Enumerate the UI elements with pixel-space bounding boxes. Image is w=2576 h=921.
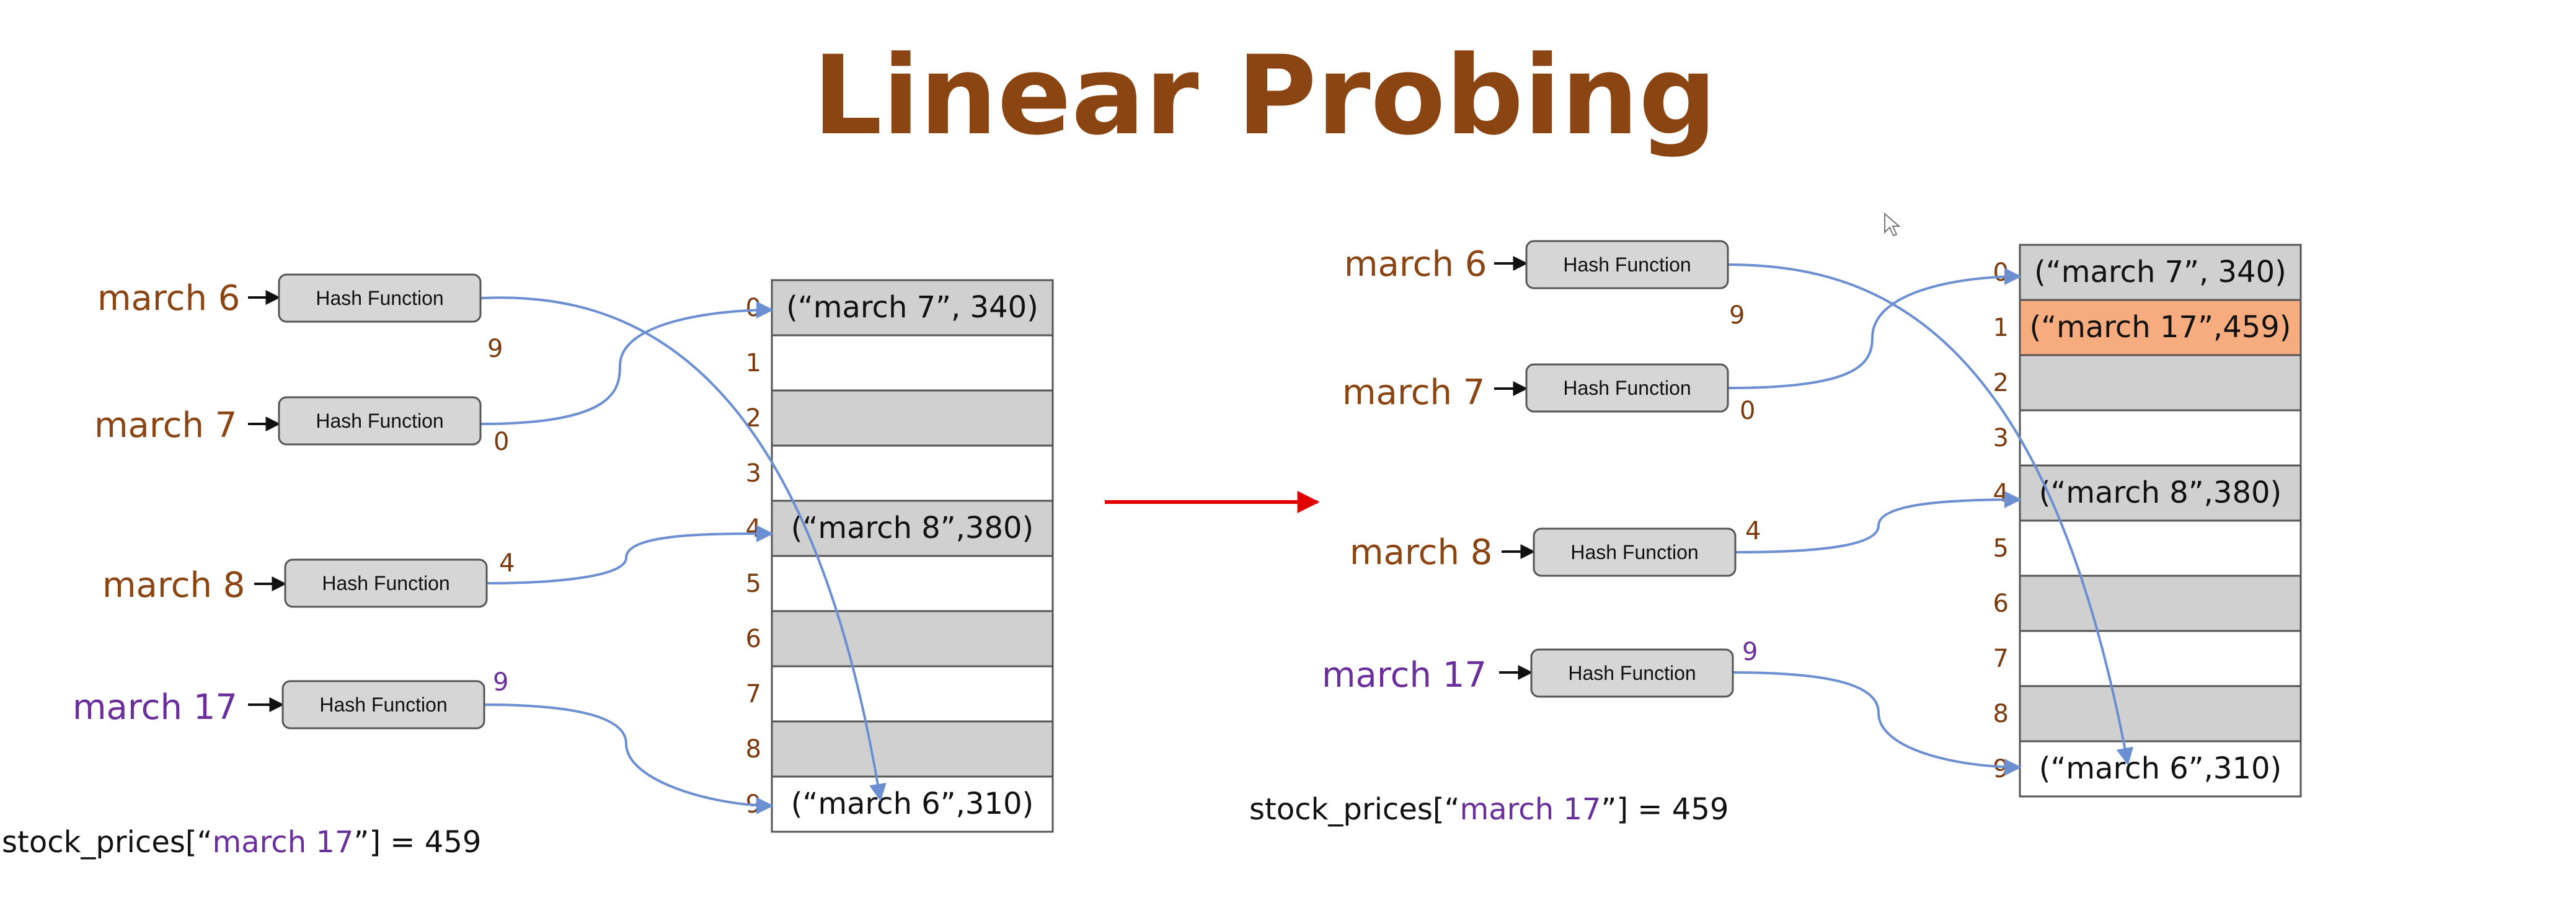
hash-output: 9	[493, 668, 509, 697]
slot-index: 8	[745, 735, 761, 764]
code-statement	[1249, 792, 1728, 827]
code-key: march 17	[1459, 792, 1601, 827]
hash-table	[746, 280, 1053, 832]
hash-function-label: Hash Function	[322, 572, 450, 594]
slot-value: (“march 7”, 340)	[2034, 255, 2286, 289]
table-cell	[2020, 576, 2301, 631]
panel-before-insert	[2, 275, 1053, 860]
key-label: march 8	[102, 565, 246, 606]
table-cell	[772, 666, 1053, 721]
hash-edge	[487, 534, 772, 583]
hash-edge	[1735, 500, 2020, 552]
mouse-cursor-icon	[1885, 214, 1899, 236]
slot-index: 4	[745, 514, 761, 543]
slot-index: 7	[745, 680, 761, 708]
slot-index: 7	[1993, 645, 2009, 673]
hash-row	[1342, 364, 1755, 425]
slot-index: 1	[1993, 314, 2009, 342]
hash-output: 0	[494, 428, 510, 456]
code-prefix: stock_prices[“	[1249, 792, 1460, 827]
slot-index: 6	[1993, 589, 2009, 618]
slot-index: 4	[1993, 479, 2009, 508]
hash-output: 4	[499, 549, 515, 578]
code-suffix: ”] = 459	[1601, 792, 1729, 827]
slot-value: (“march 6”,310)	[2038, 751, 2282, 786]
hash-function-label: Hash Function	[1568, 662, 1696, 684]
panel-after-insert	[1249, 241, 2301, 827]
hash-function-label: Hash Function	[1563, 377, 1691, 399]
hash-row	[73, 668, 508, 728]
table-cell	[2020, 521, 2301, 576]
hash-row	[1350, 517, 1761, 576]
code-statement	[2, 825, 481, 860]
table-cell	[2020, 631, 2301, 686]
table-cell	[772, 335, 1053, 390]
table-cell	[772, 721, 1053, 777]
slot-index: 8	[1993, 700, 2009, 728]
hash-output: 4	[1745, 517, 1761, 545]
slot-index: 1	[745, 349, 761, 377]
page-title: Linear Probing	[812, 32, 1717, 159]
table-cell	[772, 556, 1053, 611]
slot-value: (“march 8”,380)	[2038, 475, 2282, 510]
hash-table	[1993, 245, 2301, 796]
key-label: march 8	[1350, 532, 1493, 573]
slot-index: 5	[1993, 534, 2009, 563]
hash-output: 9	[1742, 638, 1758, 666]
slot-index: 2	[745, 404, 761, 433]
slot-value: (“march 8”,380)	[790, 511, 1034, 545]
slot-index: 0	[1993, 258, 2009, 287]
slot-value: (“march 7”, 340)	[786, 290, 1038, 325]
hash-output: 9	[1729, 301, 1745, 330]
key-label: march 7	[1342, 372, 1485, 413]
code-prefix: stock_prices[“	[2, 825, 213, 860]
slot-index: 5	[745, 570, 761, 598]
slot-index: 3	[1993, 424, 2009, 452]
key-label: march 6	[1344, 244, 1487, 284]
hash-row	[1344, 241, 1745, 330]
slot-index: 9	[745, 790, 761, 819]
slot-index: 0	[745, 294, 761, 322]
table-cell	[2020, 410, 2301, 465]
hash-row	[1322, 638, 1758, 697]
slot-index: 3	[745, 459, 761, 488]
hash-row	[102, 549, 515, 607]
key-label: march 17	[1322, 655, 1487, 695]
hash-row	[97, 275, 503, 363]
hash-row	[94, 397, 509, 456]
table-cell	[772, 611, 1053, 666]
key-label: march 17	[73, 687, 237, 728]
table-cell	[772, 446, 1053, 501]
hash-output: 9	[487, 335, 503, 363]
table-cell	[772, 390, 1053, 446]
hash-function-label: Hash Function	[316, 287, 444, 309]
hash-edge	[480, 310, 772, 424]
slot-index: 2	[1993, 369, 2009, 397]
slot-value: (“march 6”,310)	[790, 787, 1034, 821]
code-key: march 17	[212, 825, 354, 860]
hash-function-label: Hash Function	[1570, 541, 1699, 563]
hash-output: 0	[1740, 397, 1756, 425]
table-cell	[2020, 686, 2301, 741]
table-cell	[2020, 355, 2301, 410]
key-label: march 7	[94, 405, 237, 446]
hash-edge	[484, 705, 772, 806]
key-label: march 6	[97, 278, 241, 319]
hash-function-label: Hash Function	[316, 410, 444, 432]
slot-index: 9	[1993, 755, 2009, 783]
code-suffix: ”] = 459	[353, 825, 482, 860]
slot-index: 6	[745, 625, 761, 653]
hash-function-label: Hash Function	[1563, 253, 1691, 276]
hash-edge	[1733, 672, 2020, 767]
slot-value: (“march 17”,459)	[2029, 310, 2291, 345]
hash-function-label: Hash Function	[319, 694, 448, 716]
